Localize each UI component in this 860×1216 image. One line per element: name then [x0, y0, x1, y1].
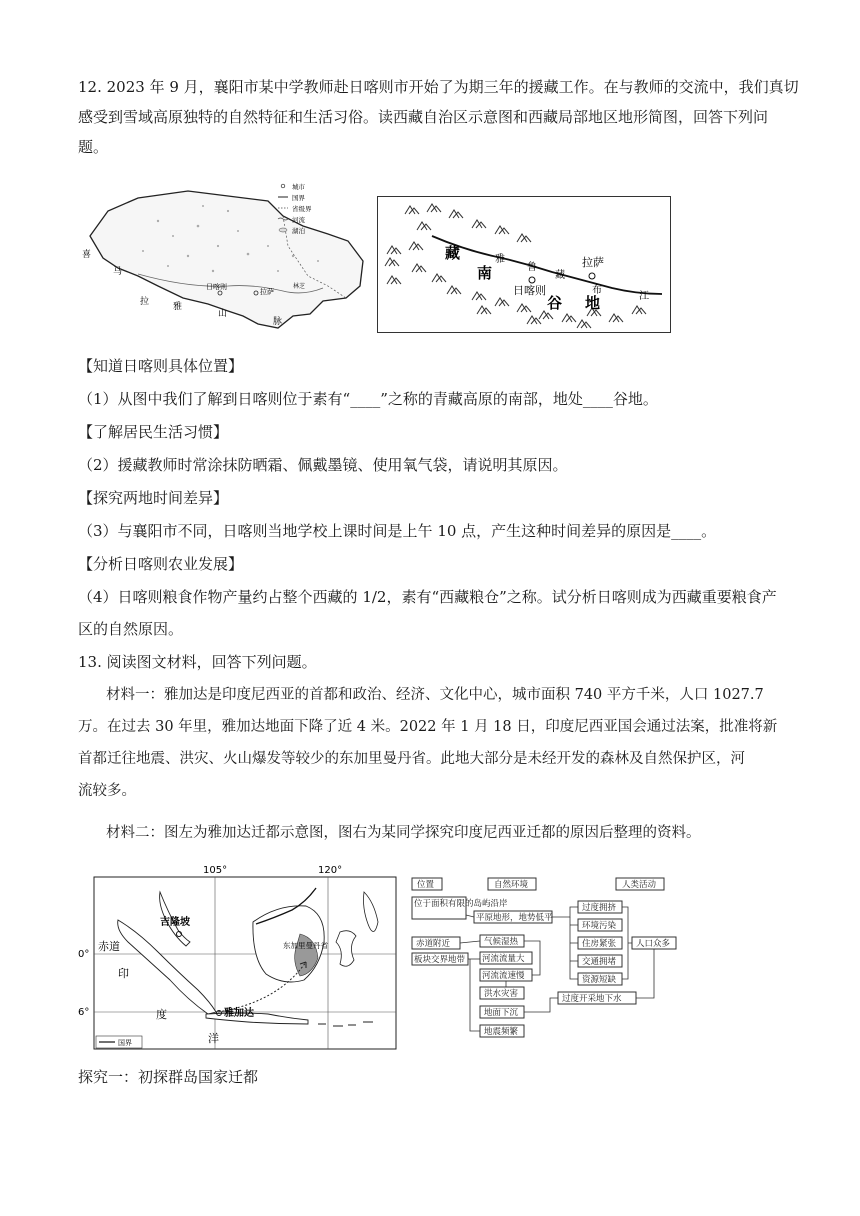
svg-text:湖泊: 湖泊	[292, 227, 305, 235]
flow-resource-text: 资源短缺	[582, 975, 617, 985]
flow-plate-text: 板块交界地带	[414, 955, 466, 965]
q13-material1-line1: 材料一：雅加达是印度尼西亚的首都和政治、经济、文化中心，城市面积 740 平方千米，人口 1027.7	[106, 687, 764, 703]
sec2-title: 【了解居民生活习惯】	[78, 423, 229, 441]
label-yang: 洋	[208, 1032, 219, 1045]
svg-text:位置: 位置	[417, 880, 435, 890]
label-jiang: 江	[639, 291, 649, 302]
svg-text:省级界: 省级界	[292, 205, 312, 213]
label-ya: 雅	[173, 302, 183, 312]
label-lasa2: 拉萨	[582, 256, 604, 269]
q12-intro-line1: 12. 2023 年 9 月，襄阳市某中学教师赴日喀则市开始了为期三年的援藏工作。在与教师的交流中，我们真切	[78, 78, 799, 96]
lat-6: 6°	[78, 1007, 90, 1018]
flow-house-text: 住房紧张	[582, 939, 617, 949]
label-di: 地	[585, 294, 601, 312]
flow-sink-text: 地面下沉	[484, 1008, 519, 1018]
sec4-question-line1: （4）日喀则粮食作物产量约占整个西藏的 1/2，素有“西藏粮仓”之称。试分析日喀则成为西藏重要粮食产	[78, 588, 777, 606]
label-ma: 马	[113, 267, 123, 277]
flow-quake-text: 地震频繁	[484, 1027, 519, 1037]
label-shan: 山	[218, 309, 228, 319]
label-ek: 东加里曼丹省	[283, 941, 328, 950]
svg-text:河流: 河流	[292, 216, 305, 224]
svg-text:国界: 国界	[292, 194, 305, 202]
label-gu: 谷	[547, 294, 563, 312]
flow-pos1-text: 位于面积有限的岛屿沿岸	[414, 899, 508, 909]
flow-hot-text: 气候湿热	[484, 937, 519, 947]
flow-big-text: 河流流量大	[482, 954, 525, 964]
tibet-overview-map	[78, 176, 368, 336]
label-zang2: 藏	[555, 270, 565, 281]
label-jakarta: 雅加达	[224, 1008, 254, 1019]
flow-crowd-text: 过度拥挤	[582, 903, 617, 913]
svg-text:自然环境: 自然环境	[494, 880, 529, 890]
label-bu: 布	[592, 285, 602, 296]
label-du: 度	[156, 1008, 167, 1021]
lon-105: 105°	[203, 865, 228, 876]
lon-120: 120°	[318, 865, 343, 876]
flow-flat-text: 平原地形，地势低平	[476, 913, 553, 923]
flow-slow-text: 河流流速慢	[482, 971, 525, 981]
label-kl: 吉隆坡	[160, 917, 190, 928]
q13-material1-line3: 首都迁往地震、洪灾、火山爆发等较少的东加里曼丹省。此地大部分是未经开发的森林及自然保护区，河	[78, 751, 745, 767]
flow-traffic-text: 交通拥堵	[582, 957, 617, 967]
label-equator: 赤道	[98, 940, 120, 953]
label-lu: 鲁	[527, 262, 537, 273]
label-yin: 印	[118, 967, 129, 980]
flow-ground-text: 过度开采地下水	[562, 994, 622, 1004]
flow-pollute-text: 环境污染	[582, 921, 617, 931]
sec4-title: 【分析日喀则农业发展】	[78, 555, 244, 573]
sec3-question: （3）与襄阳市不同，日喀则当地学校上课时间是上午 10 点，产生这种时间差异的原因是____。	[78, 522, 717, 540]
lat-0: 0°	[78, 949, 90, 960]
q13-material1-line4: 流较多。	[78, 783, 136, 799]
svg-text:城市: 城市	[292, 183, 305, 191]
tibet-terrain-map	[377, 196, 672, 334]
label-lasa: 拉萨	[260, 288, 274, 296]
label-rikaze: 日喀则	[206, 283, 227, 291]
sec4-question-line2: 区的自然原因。	[78, 620, 184, 638]
indonesia-relocation-map	[78, 862, 400, 1054]
flow-eq-text: 赤道附近	[416, 939, 451, 949]
flow-headers	[412, 878, 664, 890]
map3-legend: 国界	[118, 1039, 132, 1047]
label-ya2: 雅	[495, 254, 505, 265]
q12-intro-line3: 题。	[78, 138, 109, 156]
svg-text:人类活动: 人类活动	[622, 880, 657, 890]
explore-heading: 探究一：初探群岛国家迁都	[78, 1068, 259, 1086]
flow-pop-text: 人口众多	[636, 939, 671, 949]
label-rikaze2: 日喀则	[513, 284, 546, 297]
label-xi: 喜	[82, 250, 92, 260]
q13-title: 13. 阅读图文材料，回答下列问题。	[78, 653, 317, 671]
label-la: 拉	[140, 297, 150, 307]
label-zang: 藏	[445, 244, 461, 262]
label-mai: 脉	[273, 317, 283, 327]
sec1-title: 【知道日喀则具体位置】	[78, 357, 244, 375]
q13-material1-line2: 万。在过去 30 年里，雅加达地面下降了近 4 米。2022 年 1 月 18 日，印度尼西亚国会通过法案，批准将新	[78, 719, 778, 735]
sec2-question: （2）援藏教师时常涂抹防晒霜、佩戴墨镜、使用氧气袋，请说明其原因。	[78, 456, 568, 474]
causes-flowchart	[410, 875, 682, 1047]
label-linzhi: 林芝	[293, 283, 306, 290]
label-nan: 南	[477, 264, 493, 282]
q13-material2: 材料二：图左为雅加达迁都示意图，图右为某同学探究印度尼西亚迁都的原因后整理的资料。	[106, 825, 701, 841]
flow-flood-text: 洪水灾害	[484, 989, 519, 999]
q12-intro-line2: 感受到雪域高原独特的自然特征和生活习俗。读西藏自治区示意图和西藏局部地区地形简图，回答下列问	[78, 108, 769, 126]
sec3-title: 【探究两地时间差异】	[78, 489, 229, 507]
sec1-question: （1）从图中我们了解到日喀则位于素有“____”之称的青藏高原的南部，地处____谷地。	[78, 390, 658, 408]
